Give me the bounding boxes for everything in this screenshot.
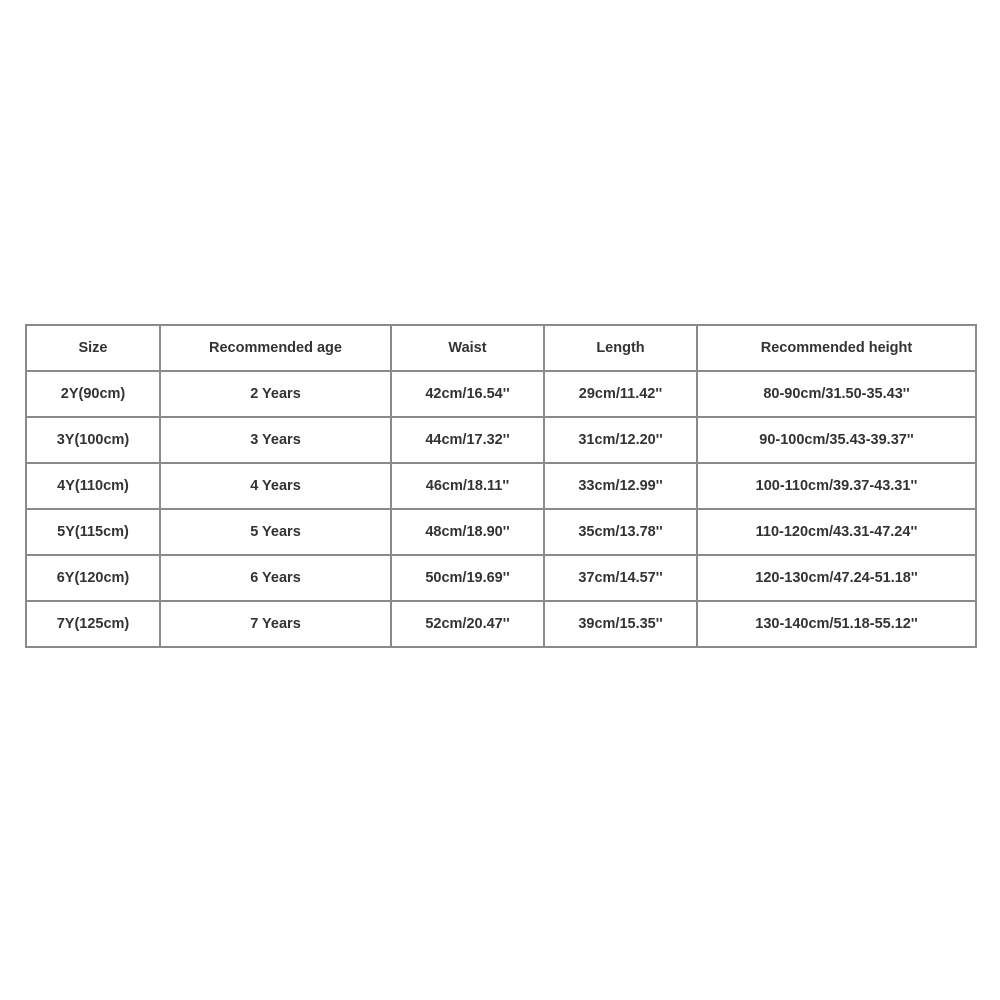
cell-size: 3Y(100cm) (26, 417, 160, 463)
cell-height: 80-90cm/31.50-35.43'' (697, 371, 976, 417)
cell-waist: 52cm/20.47'' (391, 601, 544, 647)
cell-length: 37cm/14.57'' (544, 555, 697, 601)
cell-height: 120-130cm/47.24-51.18'' (697, 555, 976, 601)
cell-size: 5Y(115cm) (26, 509, 160, 555)
table-row (26, 417, 976, 463)
cell-length: 31cm/12.20'' (544, 417, 697, 463)
header-size: Size (26, 325, 160, 371)
cell-length: 29cm/11.42'' (544, 371, 697, 417)
table-row (26, 555, 976, 601)
header-waist: Waist (391, 325, 544, 371)
cell-age: 2 Years (160, 371, 391, 417)
cell-length: 33cm/12.99'' (544, 463, 697, 509)
table-row (26, 509, 976, 555)
cell-age: 4 Years (160, 463, 391, 509)
table-row (26, 601, 976, 647)
cell-height: 100-110cm/39.37-43.31'' (697, 463, 976, 509)
table-row (26, 463, 976, 509)
cell-height: 130-140cm/51.18-55.12'' (697, 601, 976, 647)
header-recommended-age: Recommended age (160, 325, 391, 371)
table-header-row (26, 325, 976, 371)
cell-height: 90-100cm/35.43-39.37'' (697, 417, 976, 463)
cell-age: 5 Years (160, 509, 391, 555)
cell-length: 39cm/15.35'' (544, 601, 697, 647)
size-chart-table (25, 324, 977, 648)
cell-waist: 46cm/18.11'' (391, 463, 544, 509)
cell-waist: 44cm/17.32'' (391, 417, 544, 463)
cell-waist: 50cm/19.69'' (391, 555, 544, 601)
cell-size: 7Y(125cm) (26, 601, 160, 647)
cell-age: 3 Years (160, 417, 391, 463)
header-recommended-height: Recommended height (697, 325, 976, 371)
cell-waist: 42cm/16.54'' (391, 371, 544, 417)
cell-size: 4Y(110cm) (26, 463, 160, 509)
cell-height: 110-120cm/43.31-47.24'' (697, 509, 976, 555)
cell-size: 2Y(90cm) (26, 371, 160, 417)
cell-size: 6Y(120cm) (26, 555, 160, 601)
cell-length: 35cm/13.78'' (544, 509, 697, 555)
table-row (26, 371, 976, 417)
cell-age: 7 Years (160, 601, 391, 647)
cell-age: 6 Years (160, 555, 391, 601)
cell-waist: 48cm/18.90'' (391, 509, 544, 555)
header-length: Length (544, 325, 697, 371)
